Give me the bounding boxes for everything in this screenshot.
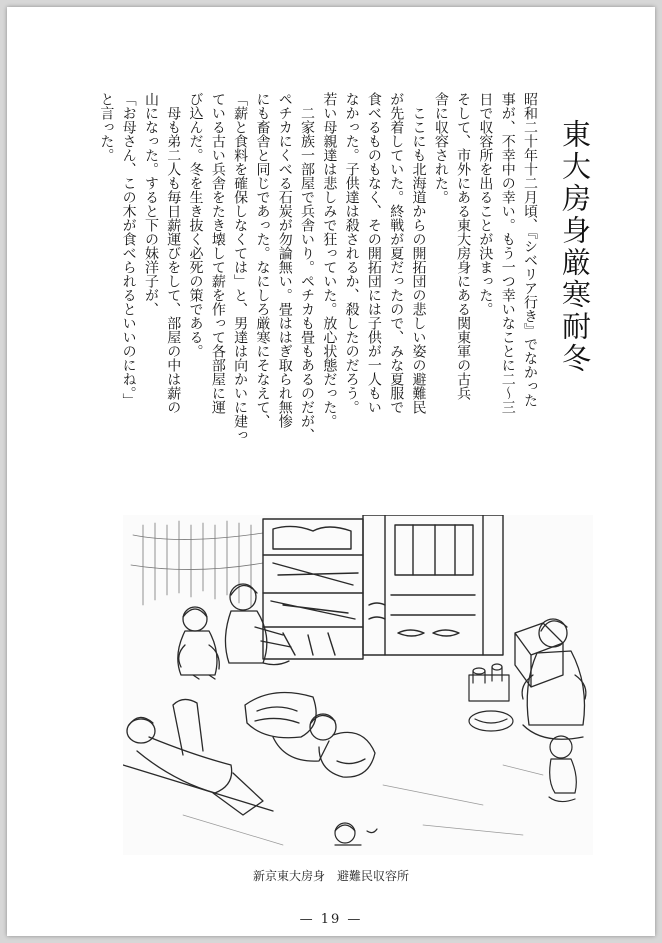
text-line: 若い母親達は悲しみで狂っていた。放心状態だった。 [321, 92, 338, 428]
page-number: — 19 — [299, 912, 363, 927]
text-line: 日で収容所を出ることが決まった。 [477, 92, 494, 316]
text-line: にも畜舎と同じであった。なにしろ厳寒にそなえて、 [254, 92, 271, 428]
text-line: び込んだ。冬を生き抜く必死の策である。 [187, 92, 204, 358]
text-line: 事が、不幸中の幸い。もう一つ幸いなことに二～三 [499, 92, 516, 414]
text-line: そして、市外にある東大房身にある関東軍の古兵 [455, 92, 472, 400]
text-line: 「薪と食料を確保しなくては」と、男達は向かいに建っ [232, 92, 249, 442]
text-line: 「お母さん、この木が食べられるといいのにね。」 [120, 92, 137, 407]
text-line: ここにも北海道からの開拓団の悲しい姿の避難民 [410, 92, 427, 414]
text-line: ている古い兵舎をたき壊して薪を作って各部屋に運 [209, 92, 226, 414]
text-line: 二家族一部屋で兵舎いり。ペチカも畳もあるのだが、 [299, 92, 316, 442]
text-line: が先着していた。終戦が夏だったので、みな夏服で [388, 92, 405, 414]
text-line: 舎に収容された。 [432, 92, 449, 204]
text-line: なかった。子供達は殺されるか、殺したのだろう。 [343, 92, 360, 414]
page-title: 東大房身厳寒耐冬 [558, 119, 592, 375]
text-line: と言った。 [98, 92, 115, 162]
text-line: 昭和二十年十二月頃、『シベリア行き』でなかった [522, 92, 538, 407]
document-page [7, 7, 655, 936]
text-line: 食べるものもなく、その開拓団には子供が一人もい [365, 92, 382, 414]
text-line: ペチカにくべる石炭が勿論無い。畳ははぎ取られ無惨 [276, 92, 293, 428]
illustration-refugee-camp [123, 515, 593, 855]
illustration-caption: 新京東大房身 避難民収容所 [252, 869, 409, 883]
text-line: 山になった。すると下の妹洋子が、 [142, 92, 159, 316]
body-text [95, 92, 541, 492]
text-line: 母も弟二人も毎日薪運びをして、部屋の中は薪の [165, 92, 182, 414]
